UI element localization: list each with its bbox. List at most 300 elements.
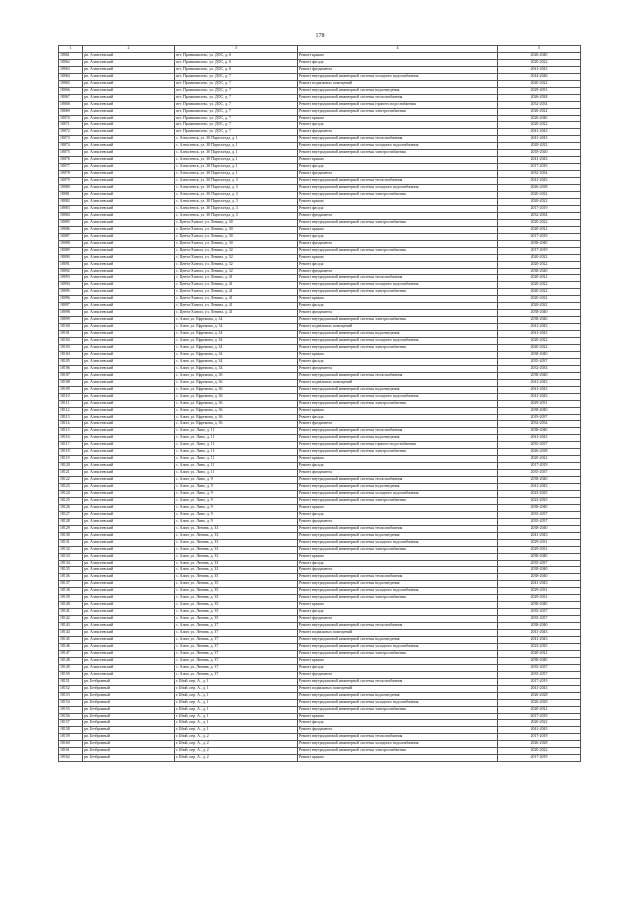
address-cell: пгт. Промкомплекс, ул. ДОС, д. 7 [175, 87, 298, 94]
period-cell: 2035-2037 [498, 518, 581, 525]
table-row [59, 623, 581, 630]
period-cell: 2041-2043 [498, 685, 581, 692]
row-number-cell: 18061 [59, 52, 83, 59]
address-cell: с. Цента-Хангал, ул. Ленина, д. 30 [175, 226, 298, 233]
row-number-cell: 18082 [59, 198, 83, 205]
municipality-cell: рп. Алексеевский [83, 442, 175, 449]
address-cell: с. Цента-Хангал, ул. Ленина, д. 41 [175, 303, 298, 310]
address-cell: с. Алин, ул. Ленина, д. 35 [175, 588, 298, 595]
period-cell: 2035-2037 [498, 358, 581, 365]
table-row [59, 491, 581, 498]
municipality-cell: рп. Алексеевский [83, 289, 175, 296]
address-cell: с. Цента-Хангал, ул. Ленина, д. 30 [175, 233, 298, 240]
table-row [59, 122, 581, 129]
row-number-cell: 18109 [59, 386, 83, 393]
period-cell: 2044-2046 [498, 73, 581, 80]
work-type-cell: Ремонт внутридомовой инженерной системы теплоснабжения [298, 734, 498, 741]
work-type-cell: Ремонт фасада [298, 664, 498, 671]
address-cell: пгт. Промкомплекс, ул. ДОС, д. 7 [175, 73, 298, 80]
period-cell: 2032-2034 [498, 421, 581, 428]
municipality-cell: рп. Алексеевский [83, 456, 175, 463]
table-row [59, 581, 581, 588]
municipality-cell: рп. Безбровный [83, 713, 175, 720]
row-number-cell: 18123 [59, 484, 83, 491]
table-body [59, 52, 581, 761]
table-row [59, 282, 581, 289]
row-number-cell: 18130 [59, 532, 83, 539]
municipality-cell: рп. Алексеевский [83, 66, 175, 73]
row-number-cell: 18075 [59, 150, 83, 157]
municipality-cell: рп. Алексеевский [83, 379, 175, 386]
municipality-cell: рп. Алексеевский [83, 518, 175, 525]
period-cell: 2026-2028 [498, 699, 581, 706]
table-row [59, 240, 581, 247]
work-type-cell: Ремонт крыши [298, 456, 498, 463]
municipality-cell: рп. Алексеевский [83, 664, 175, 671]
row-number-cell: 18115 [59, 428, 83, 435]
work-type-cell: Ремонт внутридомовой инженерной системы теплоснабжения [298, 372, 498, 379]
work-type-cell: Ремонт внутридомовой инженерной системы электроснабжения [298, 650, 498, 657]
municipality-cell: рп. Алексеевский [83, 226, 175, 233]
address-cell: с. Алин, ул. Лино, д. 9 [175, 511, 298, 518]
row-number-cell: 18145 [59, 637, 83, 644]
period-cell: 2041-2043 [498, 66, 581, 73]
row-number-cell: 18071 [59, 122, 83, 129]
row-number-cell: 18146 [59, 643, 83, 650]
address-cell: с. Цента-Хангал, ул. Ленина, д. 41 [175, 282, 298, 289]
table-row [59, 226, 581, 233]
municipality-cell: рп. Алексеевский [83, 192, 175, 199]
row-number-cell: 18085 [59, 219, 83, 226]
table-row [59, 66, 581, 73]
table-row [59, 414, 581, 421]
work-type-cell: Ремонт внутридомовой инженерной системы теплоснабжения [298, 275, 498, 282]
period-cell: 2038-2040 [498, 525, 581, 532]
period-cell: 2017-2019 [498, 463, 581, 470]
municipality-cell: рп. Безбровный [83, 741, 175, 748]
address-cell: с. Алин, ул. Ефремова, д. 36 [175, 407, 298, 414]
work-type-cell: Ремонт крыши [298, 407, 498, 414]
period-cell: 2020-2022 [498, 198, 581, 205]
address-cell: пгт. Промкомплекс, ул. ДОС, д. 7 [175, 80, 298, 87]
municipality-cell: рп. Алексеевский [83, 164, 175, 171]
municipality-cell: рп. Алексеевский [83, 73, 175, 80]
address-cell: г. Ббий, пер. А., д. 2 [175, 755, 298, 762]
row-number-cell: 18144 [59, 630, 83, 637]
table-row [59, 393, 581, 400]
address-cell: пгт. Промкомплекс, ул. ДОС, д. 7 [175, 108, 298, 115]
table-row [59, 546, 581, 553]
table-header-row [59, 46, 581, 53]
work-type-cell: Ремонт фасада [298, 59, 498, 66]
work-type-cell: Ремонт фундамента [298, 268, 498, 275]
municipality-cell: рп. Алексеевский [83, 351, 175, 358]
table-row [59, 192, 581, 199]
table-row [59, 511, 581, 518]
row-number-cell: 18141 [59, 609, 83, 616]
row-number-cell: 18097 [59, 303, 83, 310]
row-number-cell: 18131 [59, 539, 83, 546]
table-row [59, 470, 581, 477]
address-cell: с. Алин, ул. Ленина, д. 33 [175, 553, 298, 560]
table-row [59, 261, 581, 268]
address-cell: г. Ббий, пер. А., д. 2 [175, 741, 298, 748]
work-type-cell: Ремонт подвальных помещений [298, 630, 498, 637]
row-number-cell: 18088 [59, 240, 83, 247]
row-number-cell: 18157 [59, 720, 83, 727]
table-row [59, 178, 581, 185]
period-cell: 2038-2040 [498, 574, 581, 581]
municipality-cell: рп. Алексеевский [83, 101, 175, 108]
municipality-cell: рп. Алексеевский [83, 268, 175, 275]
address-cell: с. Алексеевск, ул. 30 Партсъезда, д. 3 [175, 178, 298, 185]
work-type-cell: Ремонт крыши [298, 52, 498, 59]
address-cell: с. Алексеевск, ул. 30 Партсъезда, д. 3 [175, 185, 298, 192]
address-cell: г. Ббий, пер. А., д. 1 [175, 706, 298, 713]
period-cell: 2020-2022 [498, 720, 581, 727]
address-cell: с. Алин, ул. Ефремова, д. 34 [175, 338, 298, 345]
row-number-cell: 18150 [59, 671, 83, 678]
address-cell: с. Алин, ул. Ленина, д. 37 [175, 671, 298, 678]
period-cell: 2038-2040 [498, 657, 581, 664]
row-number-cell: 18151 [59, 678, 83, 685]
work-type-cell: Ремонт фундамента [298, 567, 498, 574]
period-cell: 2038-2040 [498, 351, 581, 358]
period-cell: 2035-2037 [498, 616, 581, 623]
period-cell: 2020-2022 [498, 706, 581, 713]
municipality-cell: рп. Алексеевский [83, 344, 175, 351]
row-number-cell: 18077 [59, 164, 83, 171]
table-row [59, 317, 581, 324]
municipality-cell: рп. Безбровный [83, 706, 175, 713]
table-row [59, 637, 581, 644]
work-type-cell: Ремонт подвальных помещений [298, 324, 498, 331]
work-type-cell: Ремонт крыши [298, 157, 498, 164]
row-number-cell: 18072 [59, 129, 83, 136]
work-type-cell: Ремонт фасада [298, 720, 498, 727]
row-number-cell: 18110 [59, 393, 83, 400]
address-cell: пгт. Промкомплекс, ул. ДОС, д. 6 [175, 59, 298, 66]
table-row [59, 358, 581, 365]
period-cell: 2041-2043 [498, 386, 581, 393]
table-row [59, 268, 581, 275]
municipality-cell: рп. Алексеевский [83, 671, 175, 678]
work-type-cell: Ремонт внутридомовой инженерной системы холодного водоснабжения [298, 588, 498, 595]
period-cell: 2023-2025 [498, 497, 581, 504]
municipality-cell: рп. Алексеевский [83, 80, 175, 87]
address-cell: с. Алин, ул. Лино, д. 9 [175, 491, 298, 498]
municipality-cell: рп. Безбровный [83, 727, 175, 734]
period-cell: 2035-2037 [498, 560, 581, 567]
period-cell: 2017-2019 [498, 205, 581, 212]
period-cell: 2020-2022 [498, 254, 581, 261]
address-cell: с. Цента-Хангал, ул. Ленина, д. 32 [175, 254, 298, 261]
municipality-cell: рп. Безбровный [83, 748, 175, 755]
address-cell: г. Ббий, пер. А., д. 2 [175, 748, 298, 755]
work-type-cell: Ремонт внутридомовой инженерной системы электроснабжения [298, 449, 498, 456]
municipality-cell: рп. Алексеевский [83, 463, 175, 470]
period-cell: 2017-2019 [498, 734, 581, 741]
period-cell: 2035-2037 [498, 511, 581, 518]
municipality-cell: рп. Алексеевский [83, 616, 175, 623]
work-type-cell: Ремонт внутридомовой инженерной системы электроснабжения [298, 219, 498, 226]
table-row [59, 734, 581, 741]
table-row [59, 247, 581, 254]
work-type-cell: Ремонт фасада [298, 358, 498, 365]
address-cell: с. Алин, ул. Ленина, д. 37 [175, 664, 298, 671]
address-cell: с. Цента-Хангал, ул. Ленина, д. 30 [175, 219, 298, 226]
work-type-cell: Ремонт внутридомовой инженерной системы холодного водоснабжения [298, 393, 498, 400]
municipality-cell: рп. Алексеевский [83, 219, 175, 226]
work-type-cell: Ремонт фундамента [298, 470, 498, 477]
work-type-cell: Ремонт крыши [298, 602, 498, 609]
work-type-cell: Ремонт внутридомовой инженерной системы водоотведения [298, 532, 498, 539]
period-cell: 2020-2022 [498, 650, 581, 657]
municipality-cell: рп. Алексеевский [83, 581, 175, 588]
work-type-cell: Ремонт крыши [298, 226, 498, 233]
work-type-cell: Ремонт внутридомовой инженерной системы теплоснабжения [298, 623, 498, 630]
row-number-cell: 18117 [59, 442, 83, 449]
table-row [59, 525, 581, 532]
address-cell: с. Алексеевск, ул. 30 Партсъезда, д. 3 [175, 212, 298, 219]
table-row [59, 553, 581, 560]
work-type-cell: Ремонт фасада [298, 511, 498, 518]
work-type-cell: Ремонт крыши [298, 198, 498, 205]
period-cell: 2020-2022 [498, 296, 581, 303]
period-cell: 2041-2043 [498, 630, 581, 637]
work-type-cell: Ремонт фасада [298, 303, 498, 310]
capital-repair-register-table [58, 45, 581, 762]
row-number-cell: 18129 [59, 525, 83, 532]
period-cell: 2029-2031 [498, 546, 581, 553]
work-type-cell: Ремонт внутридомовой инженерной системы электроснабжения [298, 317, 498, 324]
row-number-cell: 18104 [59, 351, 83, 358]
address-cell: с. Алин, ул. Ефремова, д. 36 [175, 414, 298, 421]
work-type-cell: Ремонт внутридомовой инженерной системы теплоснабжения [298, 178, 498, 185]
period-cell: 2020-2022 [498, 275, 581, 282]
address-cell: с. Алин, ул. Ефремова, д. 36 [175, 421, 298, 428]
work-type-cell: Ремонт внутридомовой инженерной системы горячего водоснабжения [298, 101, 498, 108]
municipality-cell: рп. Алексеевский [83, 393, 175, 400]
column-header-work-type: 4 [298, 46, 498, 53]
municipality-cell: рп. Алексеевский [83, 539, 175, 546]
address-cell: с. Алексеевск, ул. 30 Партсъезда, д. 3 [175, 205, 298, 212]
table-row [59, 400, 581, 407]
table-row [59, 171, 581, 178]
address-cell: пгт. Промкомплекс, ул. ДОС, д. 7 [175, 115, 298, 122]
period-cell: 2026-2028 [498, 741, 581, 748]
address-cell: с. Алин, ул. Ефремова, д. 36 [175, 379, 298, 386]
period-cell: 2038-2040 [498, 372, 581, 379]
municipality-cell: рп. Алексеевский [83, 386, 175, 393]
address-cell: с. Алин, ул. Ефремова, д. 34 [175, 317, 298, 324]
table-row [59, 657, 581, 664]
work-type-cell: Ремонт фасада [298, 122, 498, 129]
address-cell: с. Цента-Хангал, ул. Ленина, д. 32 [175, 268, 298, 275]
period-cell: 2041-2043 [498, 331, 581, 338]
address-cell: с. Алексеевск, ул. 30 Партсъезда, д. 1 [175, 171, 298, 178]
municipality-cell: рп. Алексеевский [83, 94, 175, 101]
table-row [59, 692, 581, 699]
period-cell: 2035-2037 [498, 609, 581, 616]
work-type-cell: Ремонт внутридомовой инженерной системы электроснабжения [298, 706, 498, 713]
address-cell: г. Ббий, пер. А., д. 1 [175, 727, 298, 734]
row-number-cell: 18155 [59, 706, 83, 713]
period-cell: 2020-2022 [498, 219, 581, 226]
row-number-cell: 18070 [59, 115, 83, 122]
row-number-cell: 18079 [59, 178, 83, 185]
municipality-cell: рп. Алексеевский [83, 477, 175, 484]
municipality-cell: рп. Алексеевский [83, 171, 175, 178]
address-cell: с. Алин, ул. Ленина, д. 37 [175, 623, 298, 630]
municipality-cell: рп. Алексеевский [83, 630, 175, 637]
municipality-cell: рп. Алексеевский [83, 365, 175, 372]
table-row [59, 101, 581, 108]
period-cell: 2020-2022 [498, 282, 581, 289]
address-cell: с. Алексеевск, ул. 30 Партсъезда, д. 1 [175, 164, 298, 171]
municipality-cell: рп. Алексеевский [83, 428, 175, 435]
row-number-cell: 18068 [59, 101, 83, 108]
municipality-cell: рп. Безбровный [83, 692, 175, 699]
row-number-cell: 18162 [59, 755, 83, 762]
period-cell: 2017-2019 [498, 247, 581, 254]
row-number-cell: 18103 [59, 344, 83, 351]
table-row [59, 497, 581, 504]
table-row [59, 52, 581, 59]
table-row [59, 574, 581, 581]
row-number-cell: 18112 [59, 407, 83, 414]
row-number-cell: 18089 [59, 247, 83, 254]
work-type-cell: Ремонт фасада [298, 233, 498, 240]
row-number-cell: 18148 [59, 657, 83, 664]
work-type-cell: Ремонт крыши [298, 713, 498, 720]
work-type-cell: Ремонт фасада [298, 414, 498, 421]
work-type-cell: Ремонт внутридомовой инженерной системы водоотведения [298, 435, 498, 442]
period-cell: 2020-2022 [498, 303, 581, 310]
row-number-cell: 18156 [59, 713, 83, 720]
address-cell: с. Алексеевск, ул. 30 Партсъезда, д. 1 [175, 150, 298, 157]
address-cell: с. Алин, ул. Ленина, д. 33 [175, 525, 298, 532]
address-cell: с. Алин, ул. Лино, д. 11 [175, 428, 298, 435]
period-cell: 2029-2031 [498, 87, 581, 94]
municipality-cell: рп. Алексеевский [83, 650, 175, 657]
table-row [59, 616, 581, 623]
work-type-cell: Ремонт фундамента [298, 66, 498, 73]
period-cell: 2038-2040 [498, 407, 581, 414]
period-cell: 2038-2040 [498, 623, 581, 630]
table-row [59, 435, 581, 442]
table-row [59, 87, 581, 94]
period-cell: 2041-2043 [498, 532, 581, 539]
municipality-cell: рп. Алексеевский [83, 623, 175, 630]
work-type-cell: Ремонт крыши [298, 657, 498, 664]
address-cell: с. Алин, ул. Ефремова, д. 34 [175, 351, 298, 358]
work-type-cell: Ремонт фундамента [298, 171, 498, 178]
table-row [59, 219, 581, 226]
row-number-cell: 18105 [59, 358, 83, 365]
table-row [59, 727, 581, 734]
work-type-cell: Ремонт фундамента [298, 212, 498, 219]
work-type-cell: Ремонт внутридомовой инженерной системы электроснабжения [298, 192, 498, 199]
row-number-cell: 18080 [59, 185, 83, 192]
row-number-cell: 18120 [59, 463, 83, 470]
period-cell: 2041-2043 [498, 178, 581, 185]
work-type-cell: Ремонт внутридомовой инженерной системы теплоснабжения [298, 525, 498, 532]
table-row [59, 303, 581, 310]
period-cell: 2029-2031 [498, 588, 581, 595]
municipality-cell: рп. Алексеевский [83, 546, 175, 553]
row-number-cell: 18108 [59, 379, 83, 386]
municipality-cell: рп. Алексеевский [83, 129, 175, 136]
period-cell: 2041-2043 [498, 581, 581, 588]
table-row [59, 720, 581, 727]
period-cell: 2035-2037 [498, 664, 581, 671]
municipality-cell: рп. Алексеевский [83, 115, 175, 122]
table-row [59, 164, 581, 171]
address-cell: с. Алин, ул. Лино, д. 11 [175, 442, 298, 449]
work-type-cell: Ремонт внутридомовой инженерной системы горячего водоснабжения [298, 442, 498, 449]
municipality-cell: рп. Безбровный [83, 734, 175, 741]
work-type-cell: Ремонт внутридомовой инженерной системы водоотведения [298, 386, 498, 393]
period-cell: 2026-2040 [498, 52, 581, 59]
table-row [59, 59, 581, 66]
row-number-cell: 18099 [59, 317, 83, 324]
period-cell: 2017-2019 [498, 713, 581, 720]
address-cell: с. Алин, ул. Ленина, д. 35 [175, 574, 298, 581]
table-row [59, 310, 581, 317]
work-type-cell: Ремонт крыши [298, 504, 498, 511]
table-row [59, 539, 581, 546]
municipality-cell: рп. Алексеевский [83, 609, 175, 616]
row-number-cell: 18091 [59, 261, 83, 268]
table-row [59, 595, 581, 602]
address-cell: с. Алин, ул. Ленина, д. 35 [175, 595, 298, 602]
period-cell: 2017-2019 [498, 233, 581, 240]
table-row [59, 129, 581, 136]
table-row [59, 630, 581, 637]
row-number-cell: 18161 [59, 748, 83, 755]
row-number-cell: 18064 [59, 73, 83, 80]
work-type-cell: Ремонт внутридомовой инженерной системы водоотведения [298, 637, 498, 644]
table-row [59, 331, 581, 338]
table-row [59, 567, 581, 574]
table-row [59, 289, 581, 296]
municipality-cell: рп. Алексеевский [83, 358, 175, 365]
row-number-cell: 18096 [59, 296, 83, 303]
work-type-cell: Ремонт внутридомовой инженерной системы электроснабжения [298, 497, 498, 504]
row-number-cell: 18083 [59, 205, 83, 212]
address-cell: с. Алин, ул. Ленина, д. 37 [175, 637, 298, 644]
row-number-cell: 18152 [59, 685, 83, 692]
work-type-cell: Ремонт внутридомовой инженерной системы электроснабжения [298, 108, 498, 115]
row-number-cell: 18113 [59, 414, 83, 421]
municipality-cell: рп. Алексеевский [83, 303, 175, 310]
municipality-cell: рп. Алексеевский [83, 602, 175, 609]
address-cell: с. Алин, ул. Ленина, д. 33 [175, 546, 298, 553]
row-number-cell: 18116 [59, 435, 83, 442]
address-cell: с. Цента-Хангал, ул. Ленина, д. 32 [175, 247, 298, 254]
municipality-cell: рп. Безбровный [83, 755, 175, 762]
row-number-cell: 18142 [59, 616, 83, 623]
municipality-cell: рп. Алексеевский [83, 421, 175, 428]
table-row [59, 484, 581, 491]
address-cell: с. Алин, ул. Ефремова, д. 36 [175, 393, 298, 400]
municipality-cell: рп. Алексеевский [83, 511, 175, 518]
address-cell: с. Алин, ул. Лино, д. 9 [175, 477, 298, 484]
address-cell: с. Алин, ул. Ефремова, д. 36 [175, 400, 298, 407]
period-cell: 2032-2034 [498, 101, 581, 108]
column-header-period: 5 [498, 46, 581, 53]
